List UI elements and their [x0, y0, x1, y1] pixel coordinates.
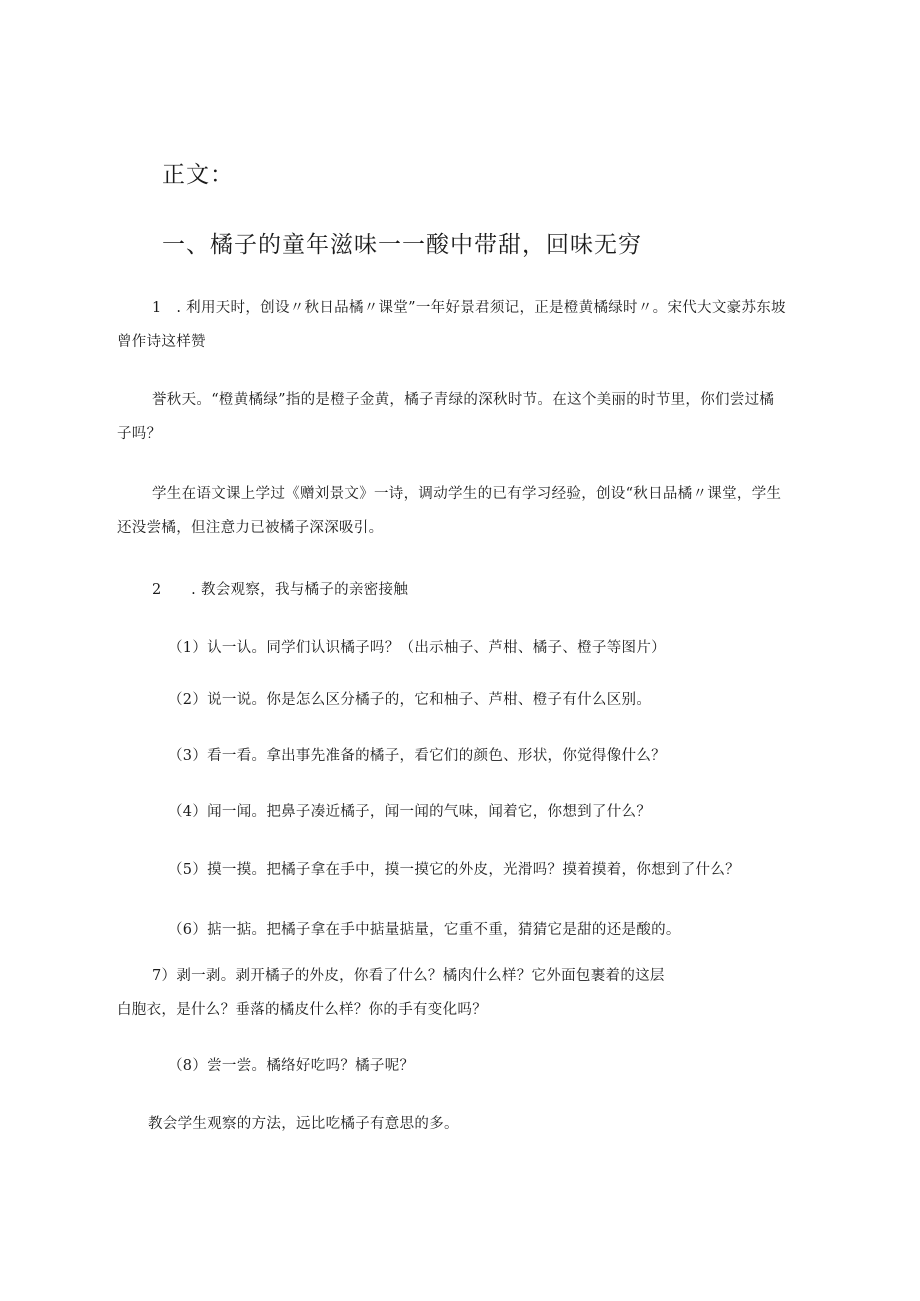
paragraph-1-line-1: 1 . 利用天时，创设〃秋日品橘〃课堂”一年好景君须记，正是橙黄橘绿时〃。宋代大文豪苏东坡 [152, 300, 786, 316]
step-2: （2）说一说。你是怎么区分橘子的，它和柚子、芦柑、橙子有什么区别。 [168, 692, 652, 708]
section-heading-title: 一、橘子的童年滋味一一酸中带甜，回味无穷 [162, 232, 642, 258]
paragraph-3-line-1: 学生在语文课上学过《赠刘景文》一诗，调动学生的已有学习经验，创设“秋日品橘〃课堂，学生 [152, 486, 782, 502]
section-heading-main: 正文： [162, 162, 234, 188]
step-8: （8）尝一尝。橘络好吃吗？橘子呢？ [168, 1058, 415, 1074]
step-7-line-1: 7）剥一剥。剥开橘子的外皮，你看了什么？橘肉什么样？它外面包裹着的这层 [152, 968, 665, 984]
paragraph-1-line-2: 曾作诗这样赞 [117, 334, 206, 350]
step-3: （3）看一看。拿出事先准备的橘子，看它们的颜色、形状，你觉得像什么？ [168, 748, 666, 764]
paragraph-3-line-2: 还没尝橘，但注意力已被橘子深深吸引。 [117, 520, 384, 536]
step-6: （6）掂一掂。把橘子拿在手中掂量掂量，它重不重，猜猜它是甜的还是酸的。 [168, 922, 681, 938]
step-4: （4）闻一闻。把鼻子凑近橘子，闻一闻的气味，闻着它，你想到了什么？ [168, 804, 652, 820]
closing-paragraph: 教会学生观察的方法，远比吃橘子有意思的多。 [148, 1116, 459, 1132]
step-1: （1）认一认。同学们认识橘子吗？（出示柚子、芦柑、橘子、橙子等图片） [168, 640, 666, 656]
paragraph-2-line-2: 子吗？ [117, 426, 162, 442]
section-2-heading: 2 . 教会观察，我与橘子的亲密接触 [152, 582, 409, 598]
paragraph-2-line-1: 誉秋天。“橙黄橘绿”指的是橙子金黄，橘子青绿的深秋时节。在这个美丽的时节里，你们尝过橘 [152, 392, 775, 408]
step-5: （5）摸一摸。把橘子拿在手中，摸一摸它的外皮，光滑吗？摸着摸着，你想到了什么？ [168, 862, 740, 878]
step-7-line-2: 白胞衣，是什么？垂落的橘皮什么样？你的手有变化吗？ [117, 1002, 487, 1018]
